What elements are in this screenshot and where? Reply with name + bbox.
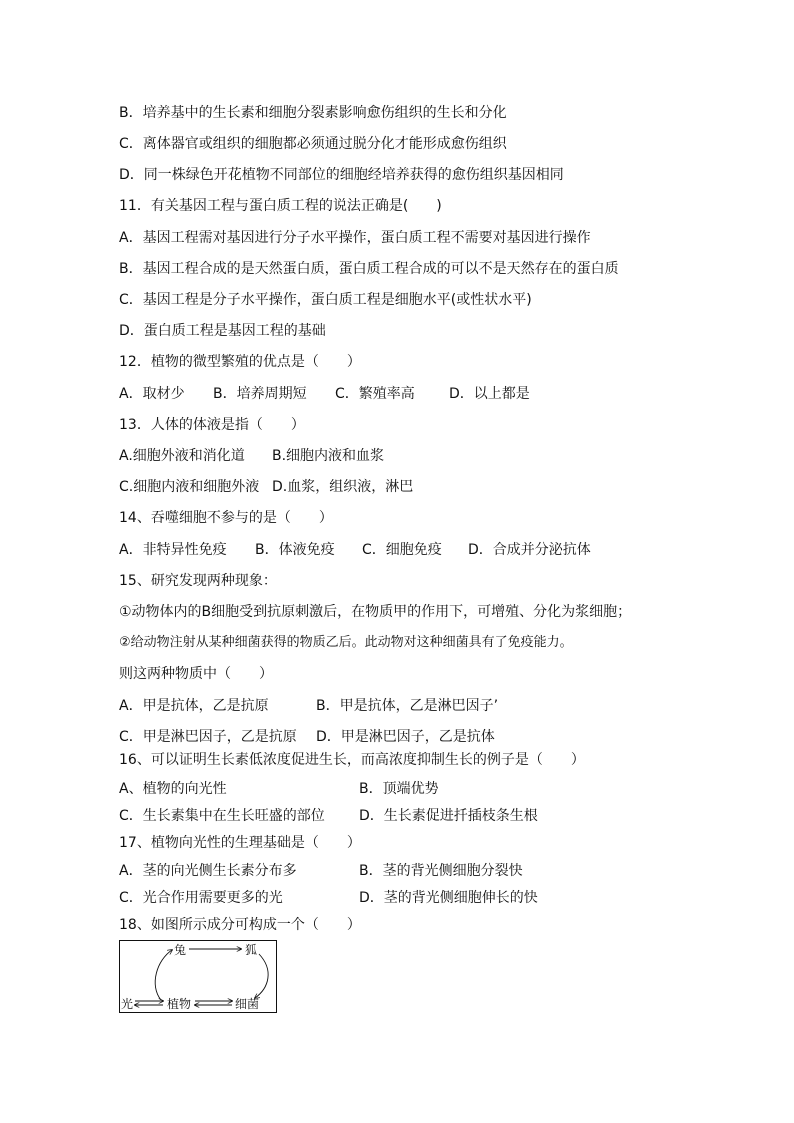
q17-stem: 17、植物向光性的生理基础是（ ） — [119, 835, 361, 851]
q15-question: 则这两种物质中（ ） — [119, 666, 273, 682]
q14-stem: 14、吞噬细胞不参与的是（ ） — [119, 510, 333, 526]
q17-option-b: B．茎的背光侧细胞分裂快 — [359, 863, 523, 879]
q15-option-d: D．甲是淋巴因子，乙是抗体 — [316, 729, 495, 745]
q11-option-c: C．基因工程是分子水平操作，蛋白质工程是细胞水平(或性状水平) — [119, 292, 532, 308]
q10-option-b: B．培养基中的生长素和细胞分裂素影响愈伤组织的生长和分化 — [119, 105, 507, 121]
q18-stem: 18、如图所示成分可构成一个（ ） — [119, 917, 361, 933]
label-bacteria: 细菌 — [235, 997, 260, 1011]
arrow-plant-to-rabbit — [155, 950, 172, 1000]
q10-option-d: D．同一株绿色开花植物不同部位的细胞经培养获得的愈伤组织基因相同 — [119, 167, 564, 183]
q16-option-b: B．顶端优势 — [359, 781, 439, 797]
q12-option-a: A．取材少 — [119, 386, 185, 402]
q16-option-a: A、植物的向光性 — [119, 781, 227, 797]
q11-option-b: B．基因工程合成的是天然蛋白质，蛋白质工程合成的可以不是天然存在的蛋白质 — [119, 261, 619, 277]
q13-option-a: A.细胞外液和消化道 — [119, 448, 245, 464]
q12-option-c: C．繁殖率高 — [335, 386, 415, 402]
q14-option-a: A．非特异性免疫 — [119, 542, 227, 558]
q15-option-c: C．甲是淋巴因子，乙是抗原 — [119, 729, 297, 745]
q14-option-c: C．细胞免疫 — [362, 542, 442, 558]
q14-option-d: D．合成并分泌抗体 — [468, 542, 591, 558]
q13-stem: 13．人体的体液是指（ ） — [119, 417, 305, 433]
label-rabbit: 兔 — [174, 943, 187, 957]
q15-stem: 15、研究发现两种现象： — [119, 573, 277, 589]
q17-option-d: D．茎的背光侧细胞伸长的快 — [359, 890, 538, 906]
q14-option-b: B．体液免疫 — [255, 542, 335, 558]
q13-option-c: C.细胞内液和细胞外液 — [119, 479, 260, 495]
q10-option-c: C．离体器官或组织的细胞都必须通过脱分化才能形成愈伤组织 — [119, 136, 507, 152]
q17-option-a: A．茎的向光侧生长素分布多 — [119, 863, 297, 879]
q11-option-a: A．基因工程需对基因进行分子水平操作，蛋白质工程不需要对基因进行操作 — [119, 230, 591, 246]
q11-stem: 11．有关基因工程与蛋白质工程的说法正确是( ) — [119, 198, 442, 214]
q17-option-c: C．光合作用需要更多的光 — [119, 890, 283, 906]
q15-phenomenon-2: ②给动物注射从某种细菌获得的物质乙后。此动物对这种细菌具有了免疫能力。 — [119, 635, 573, 650]
label-light: 光 — [121, 997, 134, 1011]
q16-option-c: C．生长素集中在生长旺盛的部位 — [119, 808, 325, 824]
q13-option-d: D.血浆，组织液，淋巴 — [272, 479, 414, 495]
q12-option-d: D．以上都是 — [449, 386, 530, 402]
label-fox: 狐 — [245, 943, 258, 957]
ecosystem-diagram — [119, 940, 277, 1013]
q12-option-b: B．培养周期短 — [213, 386, 307, 402]
q16-stem: 16、可以证明生长素低浓度促进生长，而高浓度抑制生长的例子是（ ） — [119, 752, 585, 768]
q13-option-b: B.细胞内液和血浆 — [272, 448, 385, 464]
q15-option-b: B．甲是抗体，乙是淋巴因子’ — [316, 698, 499, 714]
q12-stem: 12．植物的微型繁殖的优点是（ ） — [119, 354, 361, 370]
q16-option-d: D．生长素促进扦插枝条生根 — [359, 808, 538, 824]
q11-option-d: D．蛋白质工程是基因工程的基础 — [119, 323, 326, 339]
q15-option-a: A．甲是抗体，乙是抗原 — [119, 698, 269, 714]
q15-phenomenon-1: ①动物体内的B细胞受到抗原刺激后，在物质甲的作用下，可增殖、分化为浆细胞； — [119, 604, 632, 620]
label-plant: 植物 — [167, 997, 192, 1011]
arrow-fox-to-bacteria — [255, 954, 268, 998]
